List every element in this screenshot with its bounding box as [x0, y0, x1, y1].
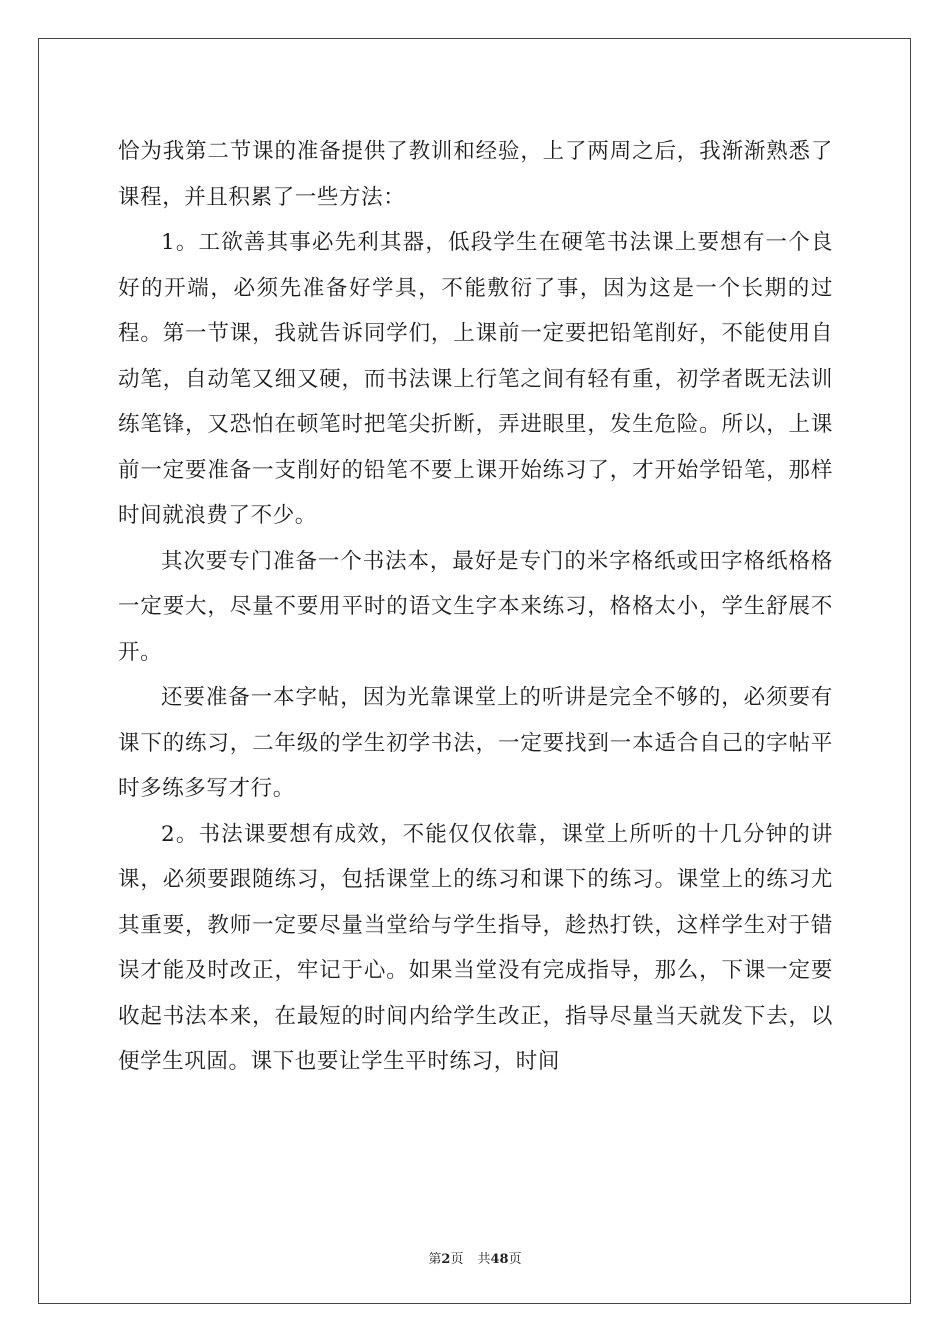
total-suffix: 页	[508, 1252, 522, 1267]
page-suffix: 页	[450, 1252, 464, 1267]
paragraph-point-1: 1。工欲善其事必先利其器，低段学生在硬笔书法课上要想有一个良好的开端，必须先准备好学具，不能敷衍了事，因为这是一个长期的过程。第一节课，我就告诉同学们，上课前一定要把铅笔削好，不能使用自动笔，自动笔又细又硬，而书法课上行笔之间有轻有重，初学者既无法训练笔锋，又恐怕在顿笔时把笔尖折断，弄进眼里，发生危险。所以，上课前一定要准备一支削好的铅笔不要上课开始练习了，才开始学铅笔，那样时间就浪费了不少。	[118, 230, 833, 528]
page-current: 2	[441, 1252, 451, 1267]
total-prefix: 共	[477, 1252, 491, 1267]
page-total: 48	[490, 1252, 509, 1267]
paragraph-point-2: 2。书法课要想有成效，不能仅仅依靠，课堂上所听的十几分钟的讲课，必须要跟随练习，包括课堂上的练习和课下的练习。课堂上的练习尤其重要，教师一定要尽量当堂给与学生指导，趁热打铁，这样学生对于错误才能及时改正，牢记于心。如果当堂没有完成指导，那么，下课一定要收起书法本来，在最短的时间内给学生改正，指导尽量当天就发下去，以便学生巩固。课下也要让学生平时练习，时间	[118, 821, 833, 1074]
page-prefix: 第	[428, 1252, 442, 1267]
paragraph-notebook: 其次要专门准备一个书法本，最好是专门的米字格纸或田字格纸格格一定要大，尽量不要用平时的语文生字本来练习，格格太小，学生舒展不开。	[118, 548, 833, 665]
document-body	[118, 129, 833, 1085]
paragraph-continuation: 恰为我第二节课的准备提供了教训和经验，上了两周之后，我渐渐熟悉了课程，并且积累了一些方法：	[118, 139, 833, 210]
page-footer	[0, 1248, 950, 1267]
paragraph-copybook: 还要准备一本字帖，因为光靠课堂上的听讲是完全不够的，必须要有课下的练习，二年级的学生初学书法，一定要找到一本适合自己的字帖平时多练多写才行。	[118, 685, 833, 801]
